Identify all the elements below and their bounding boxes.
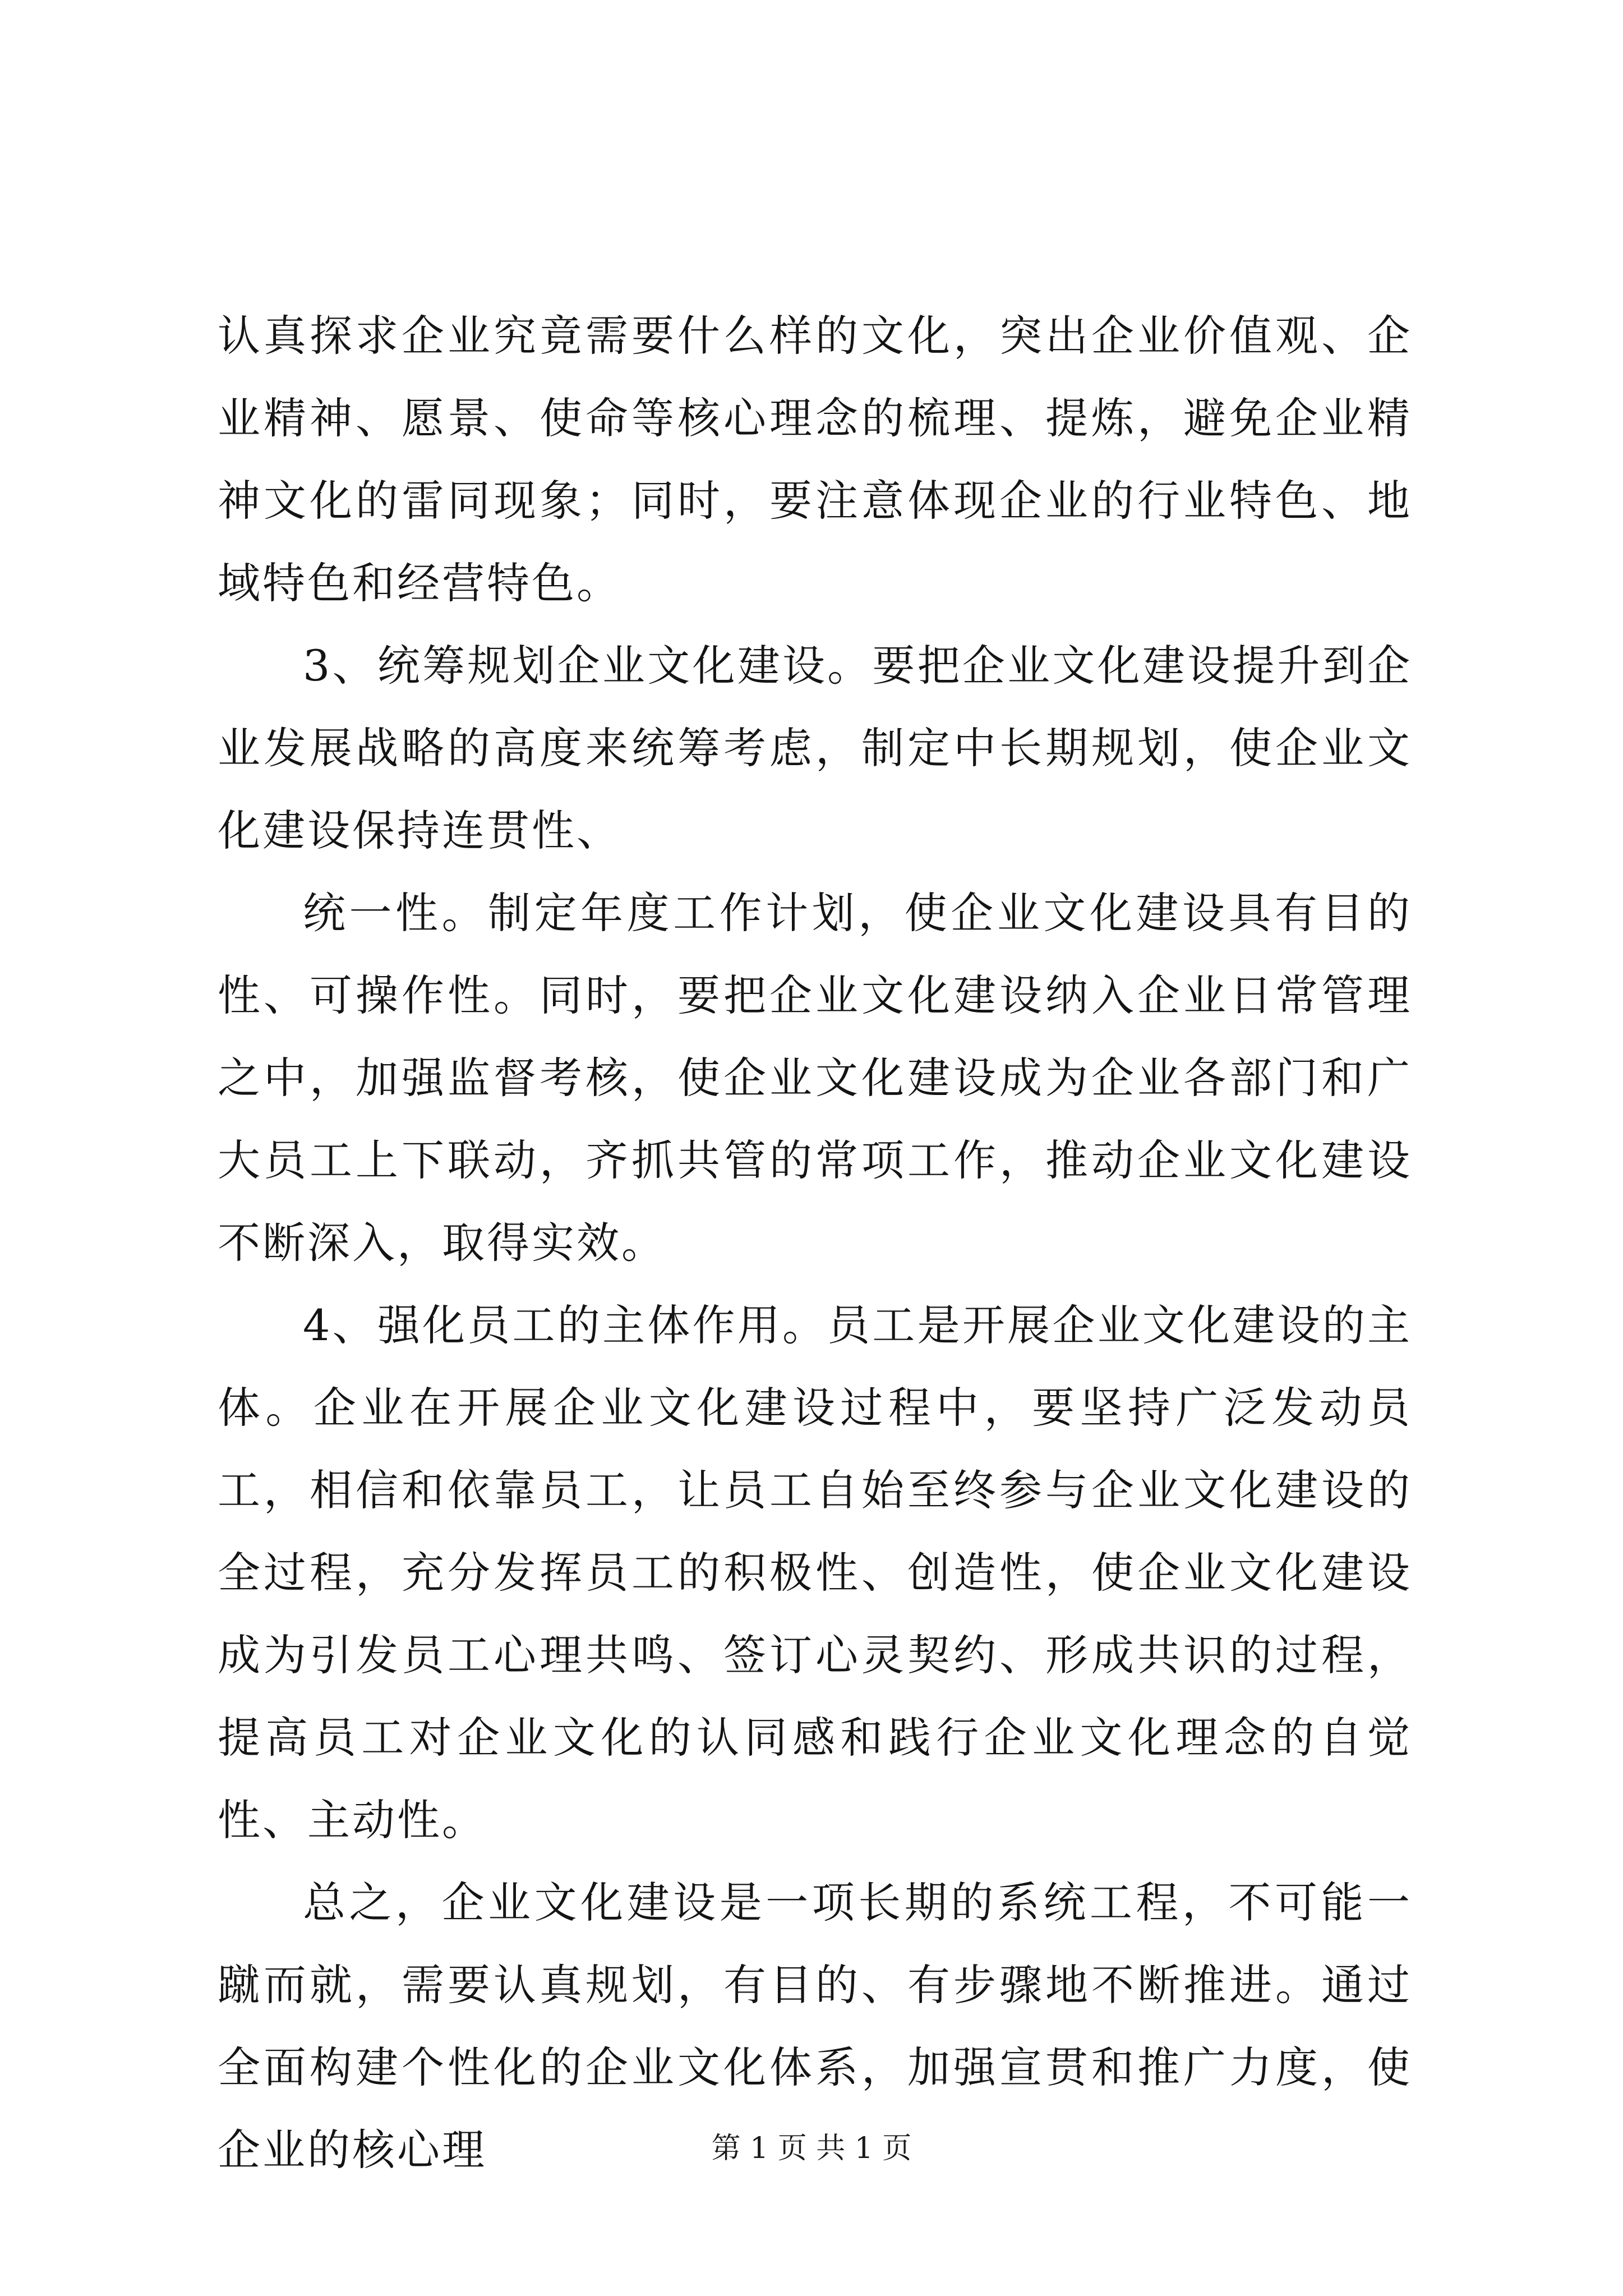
paragraph-4: 4、强化员工的主体作用。员工是开展企业文化建设的主体。企业在开展企业文化建设过程中，要坚持广泛发动员工，相信和依靠员工，让员工自始至终参与企业文化建设的全过程，充分发挥员工的积极性、创造性，使企业文化建设成为引发员工心理共鸣、签订心灵契约、形成共识的过程，提高员工对企业文化的认同感和践行企业文化理念的自觉性、主动性。	[218, 1300, 1412, 1845]
paragraph-2: 3、统筹规划企业文化建设。要把企业文化建设提升到企业发展战略的高度来统筹考虑，制定中长期规划，使企业文化建设保持连贯性、	[218, 641, 1412, 855]
paragraph-5: 总之，企业文化建设是一项长期的系统工程，不可能一蹴而就，需要认真规划，有目的、有步骤地不断推进。通过全面构建个性化的企业文化体系，加强宣贯和推广力度，使企业的核心理	[218, 1878, 1412, 2175]
paragraph-3: 统一性。制定年度工作计划，使企业文化建设具有目的性、可操作性。同时，要把企业文化建设纳入企业日常管理之中，加强监督考核，使企业文化建设成为企业各部门和广大员工上下联动，齐抓共管的常项工作，推动企业文化建设不断深入，取得实效。	[218, 888, 1412, 1268]
document-body	[218, 295, 1412, 2191]
page-footer: 第 1 页 共 1 页	[711, 2132, 912, 2165]
paragraph-1: 认真探求企业究竟需要什么样的文化，突出企业价值观、企业精神、愿景、使命等核心理念的梳理、提炼，避免企业精神文化的雷同现象；同时，要注意体现企业的行业特色、地域特色和经营特色。	[218, 311, 1412, 608]
